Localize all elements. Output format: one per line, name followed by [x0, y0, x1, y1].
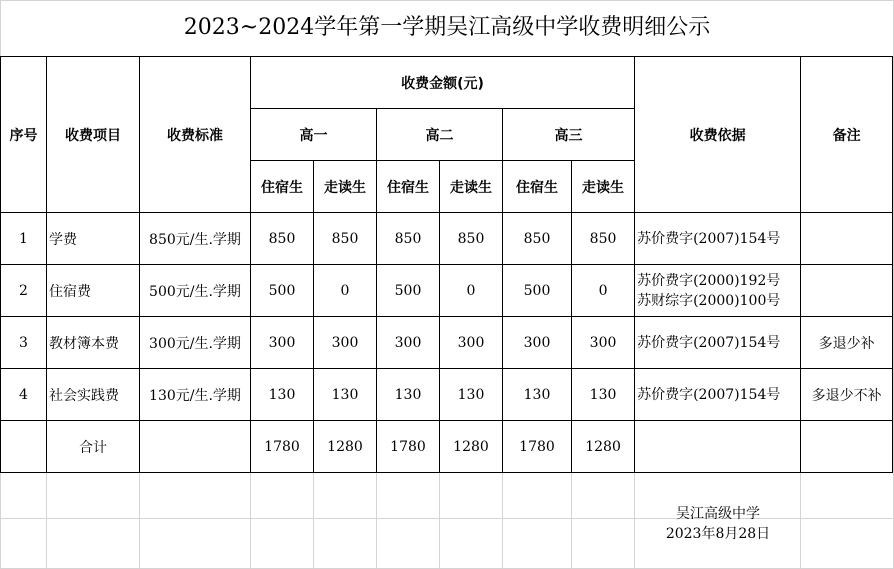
- cell-remark: [801, 265, 893, 317]
- cell-g3-boarder: 300: [503, 317, 572, 369]
- basis-line: 苏价费字(2000)192号: [637, 272, 781, 289]
- header-basis: 收费依据: [635, 57, 801, 213]
- header-g1-boarder: 住宿生: [251, 161, 314, 213]
- cell-g1-boarder: 850: [251, 213, 314, 265]
- cell-basis: [635, 317, 801, 369]
- cell-seq: 2: [1, 265, 47, 317]
- cell-g1-day: 300: [314, 317, 377, 369]
- basis-line: 苏价费字(2007)154号: [637, 386, 781, 403]
- cell-g2-boarder: 300: [377, 317, 440, 369]
- cell-seq: 4: [1, 369, 47, 421]
- cell-g3-boarder: 130: [503, 369, 572, 421]
- total-row: [1, 421, 893, 473]
- cell-g3-day: 130: [572, 369, 635, 421]
- table-row: [1, 369, 893, 421]
- cell-seq: 3: [1, 317, 47, 369]
- cell-basis: [635, 213, 801, 265]
- total-g2-day: 1280: [440, 421, 503, 473]
- page-title: 2023~2024学年第一学期吴江高级中学收费明细公示: [183, 15, 711, 40]
- cell-remark: 多退少不补: [801, 369, 893, 421]
- cell-g3-day: 850: [572, 213, 635, 265]
- cell-g2-day: 130: [440, 369, 503, 421]
- total-g1-boarder: 1780: [251, 421, 314, 473]
- footer-date: 2023年8月28日: [665, 526, 771, 542]
- header-amount-group: 收费金额(元): [251, 57, 635, 109]
- fee-table: [0, 56, 893, 473]
- cell-item: 社会实践费: [47, 369, 140, 421]
- cell-standard: 300元/生.学期: [140, 317, 251, 369]
- cell-remark: 多退少补: [801, 317, 893, 369]
- cell-empty: [801, 421, 893, 473]
- cell-basis: [635, 265, 801, 317]
- cell-g1-boarder: 130: [251, 369, 314, 421]
- cell-empty: [635, 421, 801, 473]
- cell-g3-boarder: 850: [503, 213, 572, 265]
- cell-g2-day: 0: [440, 265, 503, 317]
- basis-line: 苏财综字(2000)100号: [637, 292, 781, 309]
- table-row: [1, 213, 893, 265]
- cell-empty: [1, 421, 47, 473]
- cell-g2-day: 850: [440, 213, 503, 265]
- cell-remark: [801, 213, 893, 265]
- total-g3-boarder: 1780: [503, 421, 572, 473]
- header-item: 收费项目: [47, 57, 140, 213]
- total-g3-day: 1280: [572, 421, 635, 473]
- cell-standard: 500元/生.学期: [140, 265, 251, 317]
- cell-g1-boarder: 300: [251, 317, 314, 369]
- header-g3-boarder: 住宿生: [503, 161, 572, 213]
- header-grade3: 高三: [503, 109, 635, 161]
- header-remark: 备注: [801, 57, 893, 213]
- header-grade1: 高一: [251, 109, 377, 161]
- total-g2-boarder: 1780: [377, 421, 440, 473]
- cell-g1-day: 0: [314, 265, 377, 317]
- header-g2-day: 走读生: [440, 161, 503, 213]
- header-standard: 收费标准: [140, 57, 251, 213]
- cell-g3-day: 300: [572, 317, 635, 369]
- cell-g2-day: 300: [440, 317, 503, 369]
- total-label: 合计: [47, 421, 140, 473]
- cell-g2-boarder: 850: [377, 213, 440, 265]
- cell-standard: 130元/生.学期: [140, 369, 251, 421]
- basis-line: 苏价费字(2007)154号: [637, 230, 781, 247]
- table-row: [1, 317, 893, 369]
- cell-basis: [635, 369, 801, 421]
- cell-g2-boarder: 130: [377, 369, 440, 421]
- footer-school: 吴江高级中学: [676, 506, 760, 522]
- cell-item: 教材簿本费: [47, 317, 140, 369]
- cell-g2-boarder: 500: [377, 265, 440, 317]
- cell-g1-boarder: 500: [251, 265, 314, 317]
- cell-empty: [140, 421, 251, 473]
- cell-g3-boarder: 500: [503, 265, 572, 317]
- header-g3-day: 走读生: [572, 161, 635, 213]
- cell-item: 学费: [47, 213, 140, 265]
- header-grade2: 高二: [377, 109, 503, 161]
- cell-g1-day: 130: [314, 369, 377, 421]
- cell-item: 住宿费: [47, 265, 140, 317]
- basis-line: 苏价费字(2007)154号: [637, 334, 781, 351]
- table-row: [1, 265, 893, 317]
- total-g1-day: 1280: [314, 421, 377, 473]
- header-seq: 序号: [1, 57, 47, 213]
- cell-g3-day: 0: [572, 265, 635, 317]
- cell-standard: 850元/生.学期: [140, 213, 251, 265]
- cell-seq: 1: [1, 213, 47, 265]
- cell-g1-day: 850: [314, 213, 377, 265]
- header-g2-boarder: 住宿生: [377, 161, 440, 213]
- header-g1-day: 走读生: [314, 161, 377, 213]
